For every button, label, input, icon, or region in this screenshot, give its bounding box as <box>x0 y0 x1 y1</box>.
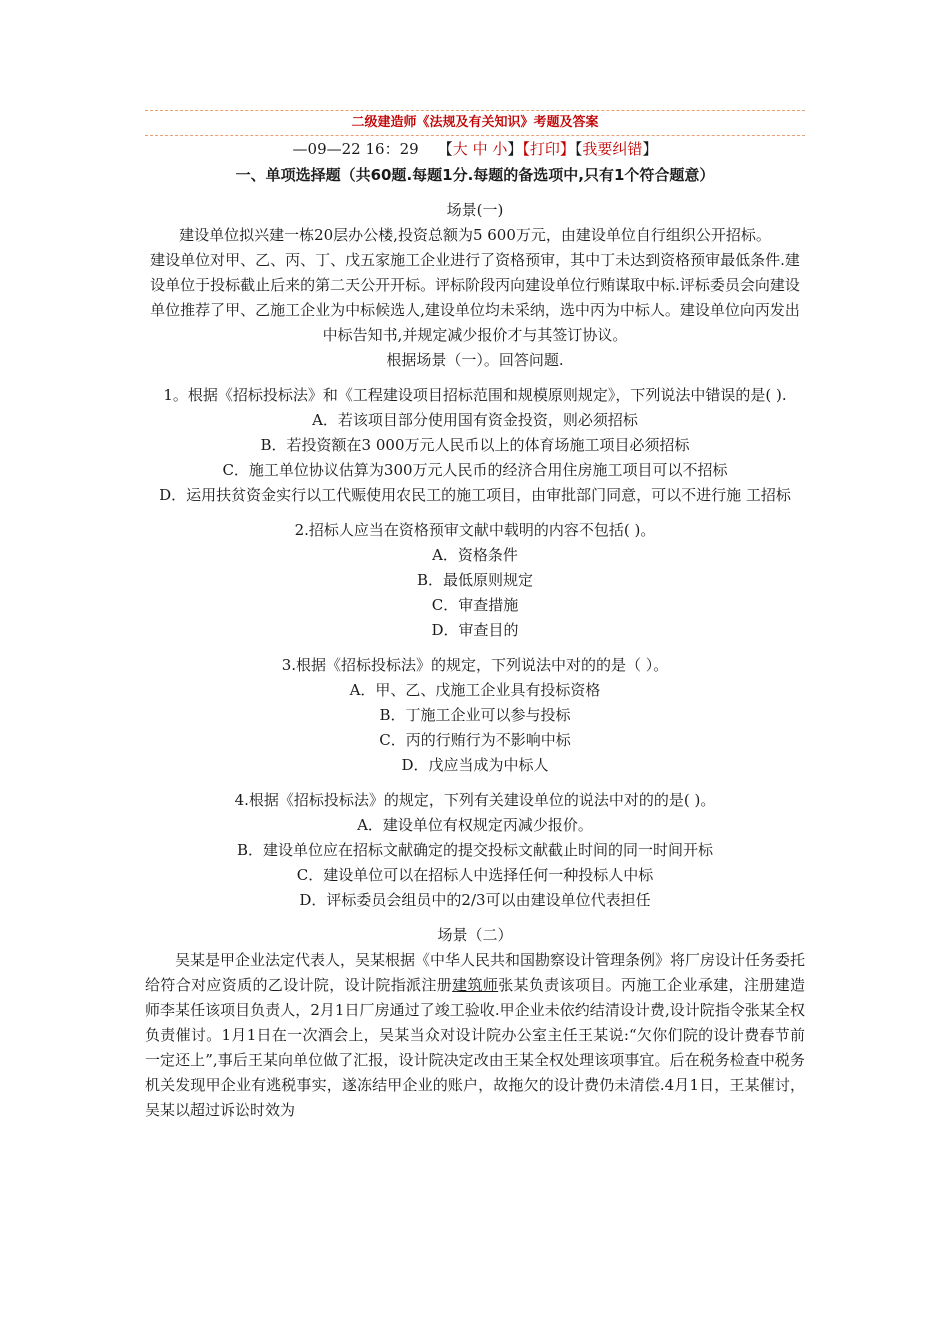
report-close: 】 <box>642 140 658 158</box>
font-size-medium-link[interactable]: 中 <box>472 140 488 158</box>
question-2-option: D．审查目的 <box>431 621 519 639</box>
font-size-large-link[interactable]: 大 <box>452 140 468 158</box>
question-1-option: B．若投资额在3 000万元人民币以上的体育场施工项目必须招标 <box>260 436 690 454</box>
publish-date: —09—22 16：29 <box>292 140 419 158</box>
scene1-para1: 建设单位拟兴建一栋20层办公楼,投资总额为5 600万元，由建设单位自行组织公开招标。 <box>179 226 771 244</box>
document-page <box>145 110 805 1123</box>
document-title: 二级建造师《法规及有关知识》考题及答案 <box>351 115 599 130</box>
font-size-small-link[interactable]: 小 <box>492 140 508 158</box>
scene2-paragraph <box>145 948 805 1123</box>
question-4-option: D．评标委员会组员中的2/3可以由建设单位代表担任 <box>299 891 651 909</box>
question-1-option: D．运用扶贫资金实行以工代赈使用农民工的施工项目，由审批部门同意，可以不进行施 工招标 <box>159 486 791 504</box>
question-3-option: C．丙的行贿行为不影响中标 <box>379 731 571 749</box>
question-2-option: A．资格条件 <box>432 546 518 564</box>
section-heading: 一、单项选择题（共60题.每题1分.每题的备选项中,只有1个符合题意） <box>235 166 715 184</box>
scene2-text-a: 吴某是甲企业法定代表人，吴某根据《中华人民共和国勘察设计管理条例》将厂房设计任务委托给符合对应资质的乙设计院，设计院指派注册 <box>145 951 806 994</box>
question-1-option: C．施工单位协议估算为300万元人民币的经济合用住房施工项目可以不招标 <box>222 461 728 479</box>
question-4-option: A．建设单位有权规定丙减少报价。 <box>357 816 593 834</box>
question-3-option: B．丁施工企业可以参与投标 <box>379 706 571 724</box>
font-size-close: 】 <box>507 140 523 158</box>
question-4-option: B．建设单位应在招标文献确定的提交投标文献截止时间的同一时间开标 <box>236 841 714 859</box>
scene1-prompt: 根据场景（一）。回答问题. <box>386 351 564 369</box>
scene2-title: 场景（二） <box>437 926 513 944</box>
question-3-option: D．戊应当成为中标人 <box>401 756 549 774</box>
question-2-stem: 2.招标人应当在资格预审文献中载明的内容不包括( )。 <box>294 521 656 539</box>
architect-link[interactable]: 建筑师 <box>452 976 499 994</box>
scene1-title: 场景(一) <box>446 201 504 219</box>
question-4-option: C．建设单位可以在招标人中选择任何一种投标人中标 <box>296 866 654 884</box>
print-link[interactable]: 【打印】 <box>522 140 575 158</box>
scene2-text-b: 张某负责该项目。丙施工企业承建，注册建造师李某任该项目负责人，2月1日厂房通过了竣工验收.甲企业未依约结清设计费,设计院指令张某全权负责催讨。1月1日在一次酒会上，吴某当众对设计院办公室主任王某说:“欠你们院的设计费春节前一定还上”,事后王某向单位做了汇报，设计院决定改由王某全权处理该项事宜。后在税务检查中税务机关发现甲企业有逃税事实，遂冻结甲企业的账户，故拖欠的设计费仍未清偿.4月1日，王某催讨，吴某以超过诉讼时效为 <box>145 976 805 1119</box>
font-size-open: 【 <box>437 140 453 158</box>
report-error-link[interactable]: 我要纠错 <box>582 140 643 158</box>
question-1-stem: 1。根据《招标投标法》和《工程建设项目招标范围和规模原则规定》，下列说法中错误的是( ). <box>163 386 787 404</box>
question-3-option: A．甲、乙、戊施工企业具有投标资格 <box>349 681 601 699</box>
question-3-stem: 3.根据《招标投标法》的规定，下列说法中对的的是（ ）。 <box>281 656 669 674</box>
question-2-option: B．最低原则规定 <box>416 571 534 589</box>
meta-line <box>145 136 805 162</box>
scene1-para2: 建设单位对甲、乙、丙、丁、戊五家施工企业进行了资格预审，其中丁未达到资格预审最低条件.建设单位于投标截止后来的第二天公开开标。评标阶段丙向建设单位行贿谋取中标.评标委员会向建设单位推荐了甲、乙施工企业为中标候选人,建设单位均未采纳，选中丙为中标人。建设单位向丙发出中标告知书,并规定减少报价才与其签订协议。 <box>150 251 800 344</box>
question-4-stem: 4.根据《招标投标法》的规定，下列有关建设单位的说法中对的的是( )。 <box>234 791 716 809</box>
question-1-option: A．若该项目部分使用国有资金投资，则必须招标 <box>312 411 638 429</box>
question-2-option: C．审查措施 <box>431 596 519 614</box>
report-open: 【 <box>574 140 583 158</box>
